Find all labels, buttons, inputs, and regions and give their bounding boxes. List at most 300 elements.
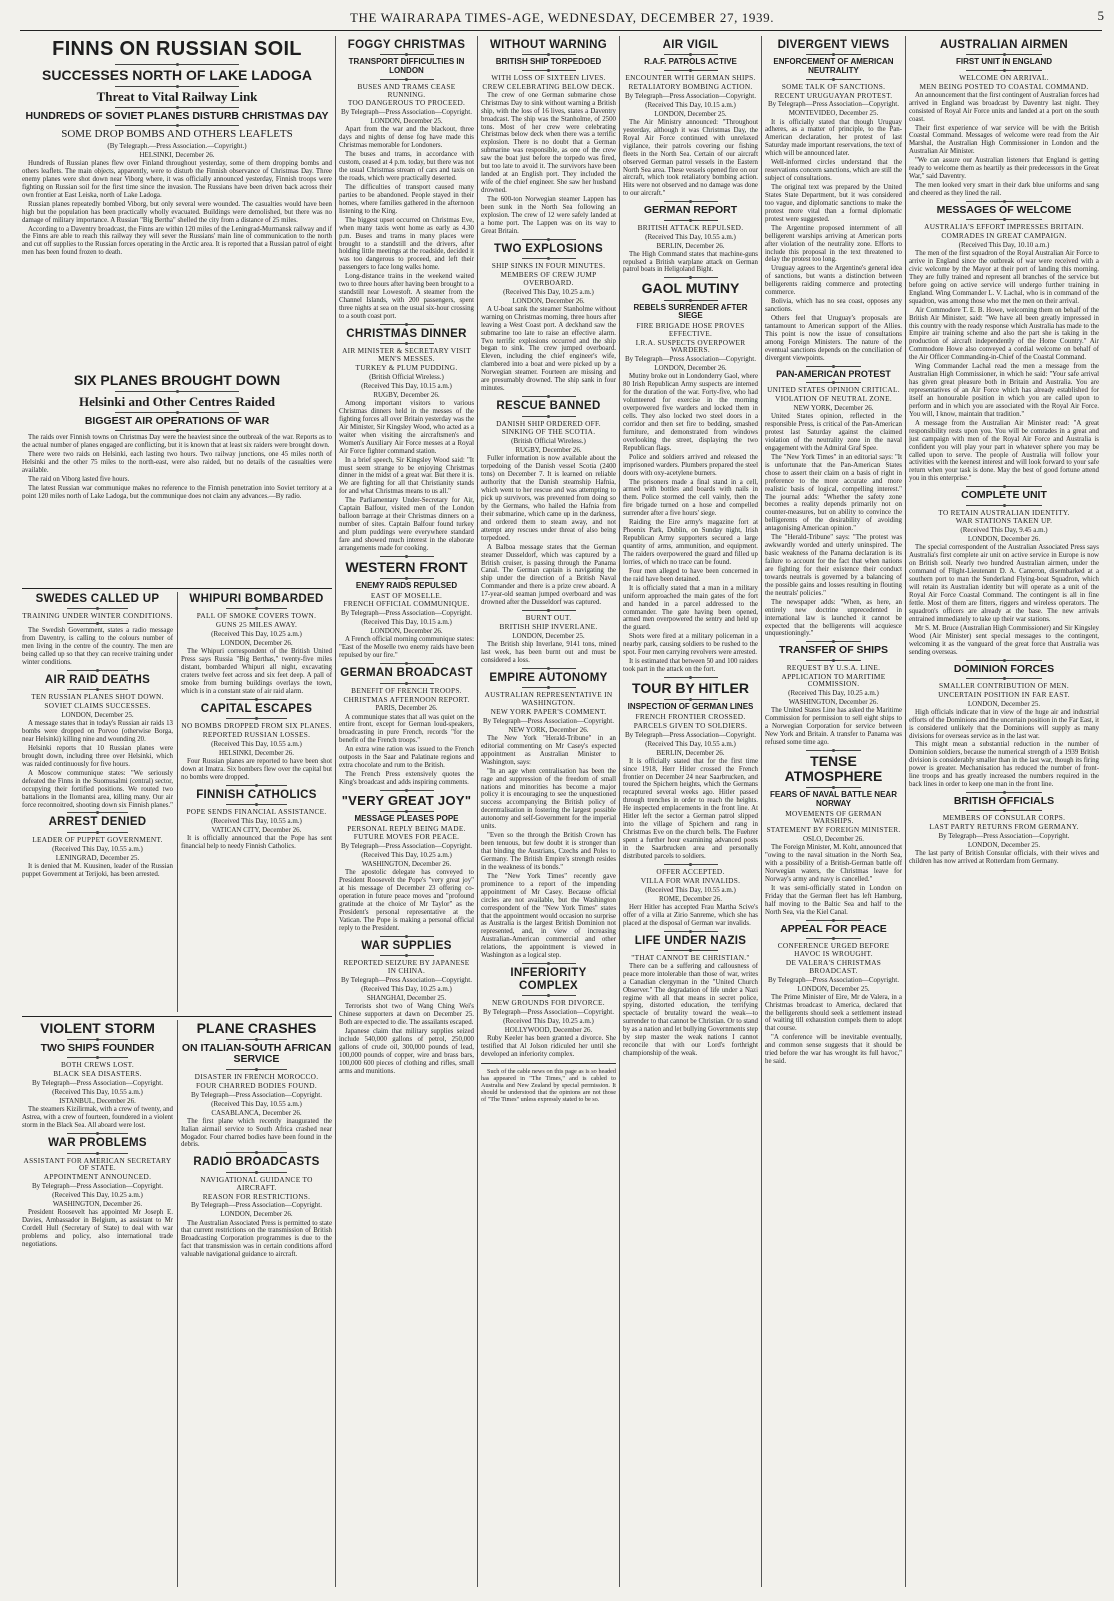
dateline: LONDON, December 26. (220, 639, 293, 648)
paragraph: It is officially stated that for the first time since 1918, Herr Hitler crossed the French frontier on December 24 near Saarbrucken, and toured the Spichern heights, which the Germans recaptured several weeks ago. Hitler passed through trenches in order to reach the heights. He inspected emplacements in the front line. At Hitler left the sector a German patrol slipped into the village of Spichern and rang in Christmas Eve on the church bells. The Fuehrer spent a further hour examining advanced posts in the Saarbrucken area and personally distributed parcels to soldiers. (623, 757, 758, 860)
received-line: (Received This Day, 9.45 a.m.) (960, 526, 1048, 535)
subheadline: SOME TALK OF SANCTIONS. (781, 81, 886, 91)
divider (664, 277, 718, 278)
subheadline: GUNS 25 MILES AWAY. (215, 620, 298, 630)
headline: TRANSFER OF SHIPS (778, 644, 889, 657)
subheadline: TWO SHIPS FOUNDER (40, 1042, 155, 1055)
paragraph: United States opinion, reflected in the responsible Press, is critical of the Pan-American protest last Saturday against the claimed violation of the neutrality zone in the naval engagement with the Admiral Graf Spee. (765, 413, 902, 452)
credit-line: By Telegraph—Press Association—Copyright. (340, 108, 472, 117)
subheadline: SINKING OF THE SCOTIA. (501, 427, 596, 437)
dateline: LONDON, December 25. (512, 631, 585, 640)
headline: "VERY GREAT JOY" (341, 792, 472, 808)
divider (67, 670, 127, 671)
subheadline: BUSES AND TRAMS CEASE RUNNING. (357, 81, 456, 99)
paragraph: This might mean a substantial reduction in the number of Dominion soldiers, because the numerical strength of a 1939 British division is considerably smaller than in the last war, though its firing power is greater. Mechanisation has reduced the number of front-line troops and has greatly increased the numbers required in the back lines in order to keep one man in the front line. (909, 741, 1099, 789)
divider (664, 201, 718, 202)
subheadline: UNCERTAIN POSITION IN FAR EAST. (938, 689, 1070, 699)
received-line: (Received This Day, 10.55 a.m.) (52, 1088, 143, 1097)
paragraph: It is denied that M. Kuusinen, leader of the Russian puppet Government at Terijoki, has been arrested. (22, 862, 173, 878)
dateline: PARIS, December 26. (375, 704, 438, 713)
headline: DOMINION FORCES (953, 662, 1055, 675)
masthead (20, 6, 1104, 36)
paragraph: According to a Daventry broadcast, the Finns are within 120 miles of the Leningrad-Murmansk railway and if the Finns are able to reach this railway they will sever the Russians' main line of communication to the north and cut off supplies to the Russian forces operating in the Arctic area. It is reported that a Russian patrol of eight men has been found frozen to death. (22, 225, 332, 257)
subheadline: SUCCESSES NORTH OF LAKE LADOGA (42, 66, 312, 83)
subheadline: REBELS SURRENDER AFTER SIEGE (633, 302, 748, 321)
divider (67, 1133, 127, 1134)
subheadline: PARCELS GIVEN TO SOLDIERS. (633, 720, 748, 730)
divider (380, 79, 434, 80)
subheadline: REPORTED SEIZURE BY JAPANESE IN CHINA. (343, 958, 470, 976)
column-4 (623, 38, 758, 1586)
paragraph: The Whipuri correspondent of the British United Press says Russia "Big Berthas," twenty-five miles distant, bombarded Whipuri all night, excavating craters twelve feet across and six feet deep. A pall of smoke from burning buildings overlays the town, which is in a constant state of air raid alarm. (181, 648, 332, 695)
paragraph: Long-distance trains in the weekend waited two to three hours after having been brought to a standstill near Lowestoft. A steamer from the Channel Islands, with 200 passengers, spent three nights at sea on the usual six-hour crossing to a south coast port. (339, 273, 474, 320)
paragraph: The prisoners made a final stand in a cell, armed with bottles and boards with nails in them. Police stormed the cell vainly, then the fire brigade turned on a hose and compelled surrender after a five hours' siege. (623, 478, 758, 518)
credit-line: (British Official Wireless.) (511, 437, 586, 446)
subheadline: FRENCH FRONTIER CROSSED. (635, 711, 746, 721)
subheadline: SOME DROP BOMBS AND OTHERS LEAFLETS (61, 128, 293, 141)
divider (806, 787, 861, 788)
article-finns-on-russian-soil (22, 38, 332, 368)
subheadline: SMALLER CONTRIBUTION OF MEN. (938, 680, 1070, 690)
headline: SIX PLANES BROUGHT DOWN (73, 372, 281, 388)
column-5 (765, 38, 902, 1586)
received-line: (Received This Day, 10.25 a.m.) (788, 689, 879, 698)
paragraph: High officials indicate that in view of the huge air and industrial efforts of the Dominions and the uncertain position in the Far East, it is considered unlikely that the Dominions will supply as many divisions for overseas service as in the last war. (909, 708, 1099, 740)
paragraph: Police and soldiers arrived and released the imprisoned warders. Plumbers prepared the steel doors with oxy-acetylene burners. (623, 453, 758, 477)
dateline: LENINGRAD, December 25. (55, 853, 140, 862)
dateline: BERLIN, December 26. (656, 241, 725, 250)
divider (522, 416, 576, 417)
paragraph: Well-informed circles understand that the reservations concern sanctions, which are still the subject of consultations. (765, 159, 902, 183)
column-divider (477, 36, 478, 1587)
headline: FOGGY CHRISTMAS (347, 39, 466, 51)
paragraph: The first plane which recently inaugurated the Italian airmail service to South Africa crashed near Mogador. Four charred bodies have been found in the debris. (181, 1117, 332, 1149)
subheadline: NO BOMBS DROPPED FROM SIX PLANES. (181, 721, 332, 731)
divider (966, 201, 1042, 202)
divider (664, 931, 718, 932)
headline: GAOL MUTINY (641, 280, 740, 297)
headline: WESTERN FRONT (345, 558, 468, 575)
divider (380, 556, 434, 557)
credit-line: By Telegraph—Press Association—Copyright. (340, 842, 472, 851)
divider (522, 396, 576, 397)
subheadline: AUSTRALIA'S EFFORT IMPRESSES BRITAIN. (924, 222, 1084, 232)
paragraph: The men looked very smart in their dark blue uniforms and sang and cheered as they lined the rail. (909, 182, 1099, 198)
headline: WAR SUPPLIES (361, 939, 452, 952)
subheadline: SHIP SINKS IN FOUR MINUTES. (491, 261, 606, 271)
paragraph: A U-boat sank the steamer Stanholme without warning on Christmas morning, three hours after leaving a West Coast port. A deckhand saw the submarine too late to raise an effective alarm. Two terrific explosions occurred and the ship began to sink. The crew jumped overboard. Eleven, including the chief engineer's wife, clambered into a boat and were picked up by a Norwegian steamer. Fourteen are missing and are presumably drowned. The ship sank in four minutes. (481, 305, 616, 393)
subheadline: NAVIGATIONAL GUIDANCE TO AIRCRAFT. (200, 1174, 313, 1192)
divider (806, 920, 861, 921)
credit-line: By Telegraph—Press Association—Copyright. (482, 716, 614, 725)
paragraph: Four Russian planes are reported to have been shot down at Imatra. Six bombers flew over the capital but no bombs were dropped. (181, 758, 332, 781)
subheadline: PERSONAL REPLY BEING MADE. (347, 823, 466, 833)
headline: CHRISTMAS DINNER (346, 327, 467, 340)
article-swedes-called-up (22, 592, 173, 1012)
credit-line: By Telegraph—Press Association—Copyright. (190, 1201, 322, 1210)
paragraph: The Foreign Minister, M. Koht, announced that "owing to the naval situation in the North Sea, with a possibility of a British-German battle off Norwegian waters, the Christmas leave for Norway's army and navy is cancelled." (765, 844, 902, 884)
subheadline: MEN BEING POSTED TO COASTAL COMMAND. (919, 81, 1089, 91)
divider (481, 1063, 616, 1064)
divider (380, 790, 434, 791)
subheadline: TURKEY & PLUM PUDDING. (355, 363, 458, 373)
divider (966, 486, 1042, 487)
subheadline: MESSAGE PLEASES POPE (354, 813, 459, 823)
headline: DIVERGENT VIEWS (777, 39, 890, 51)
divider (664, 54, 718, 55)
subheadline: STATEMENT BY FOREIGN MINISTER. (766, 825, 901, 835)
paragraph: Apart from the war and the blackout, three days and nights of dense fog have made this Christmas memorable for Londoners. (339, 126, 474, 150)
subheadline: INSPECTION OF GERMAN LINES (627, 702, 754, 712)
credit-line: By Telegraph—Press Association—Copyright. (938, 832, 1070, 841)
divider (67, 1153, 127, 1154)
dateline: SHANGHAI, December 25. (366, 994, 447, 1003)
headline: FINNISH CATHOLICS (196, 788, 317, 801)
paragraph: It is officially stated that though Uruguay adheres, as a matter of principle, to the Pan-American declaration, her protest of last Saturday made important reservations, the text of which will be announced later. (765, 118, 902, 158)
divider (226, 718, 286, 719)
received-line: (Received This Day, 10.25 a.m.) (361, 851, 452, 860)
paragraph: The newspaper adds: "When, as here, an entirely new doctrine unprecedented in international law is launched it cannot be expected that the belligerents will acquiesce unquestioningly." (765, 598, 902, 638)
paragraph: Fuller information is now available about the torpedoing of the Danish vessel Scotia (2400 tons) on December 7. It is learned on reliable authority that the Danish steamship Hafnia, which went to her rescue and was attempting to pick up survivors, was prevented from doing so by the Germans, who hailed the Hafnia from their submarine, which came up in the darkness, and ordered them to steam away, and not attempt any rescues under threat of also being torpedoed. (481, 455, 616, 542)
headline: ARREST DENIED (48, 816, 147, 829)
divider (115, 412, 239, 413)
headline: PLANE CRASHES (196, 1020, 317, 1036)
divider (664, 300, 718, 301)
divider (522, 610, 576, 611)
subheadline: I.R.A. SUSPECTS OVERPOWER WARDERS. (635, 337, 746, 355)
subheadline: ENEMY RAIDS REPULSED (355, 580, 458, 590)
received-line: (Received This Day, 10.55 a.m.) (211, 817, 302, 826)
subheadline: FRENCH OFFICIAL COMMUNIQUE. (343, 599, 470, 609)
subheadline: ENFORCEMENT OF AMERICAN NEUTRALITY (773, 57, 894, 76)
paragraph: The Parliamentary Under-Secretary for Air, Captain Balfour, visited men of the London balloon barrage at their Christmas dinners on a number of sites. Captain Balfour found turkey and plum puddings were everywhere standard fare and showed much interest in the elaborate arrangements made for cooking. (339, 497, 474, 552)
headline: AIR RAID DEATHS (44, 673, 151, 686)
article-six-planes (22, 372, 332, 586)
paragraph: A message states that in today's Russian air raids 13 bombs were dropped on Porvoo (otherwise Borga, near Helsinki) killing nine and wounding 20. (22, 720, 173, 744)
divider (522, 687, 576, 688)
paragraph: The Australian Associated Press is permitted to state that current restrictions on the transmission of British Broadcasting Corporation programmes is due to the fact that transmission was in certain conditions afford valuable navigational guidance to aircraft. (181, 1219, 332, 1259)
subheadline: FOUR CHARRED BODIES FOUND. (196, 1080, 317, 1090)
divider (966, 219, 1042, 220)
subheadline: BIGGEST AIR OPERATIONS OF WAR (84, 415, 270, 428)
paragraph: It was semi-officially stated in London on Friday that the German fleet has left Hamburg, half moving to the Baltic Sea and half to the North Sea, via the Kiel Canal. (765, 884, 902, 916)
paragraph: The United States Line has asked the Maritime Commission for permission to sell eight ships to a Norwegian Corporation for service between New York and Britain. A transfer to Panama was refused some time ago. (765, 707, 902, 747)
headline: WHIPURI BOMBARDED (189, 593, 324, 605)
credit-line: (British Official Wireless.) (369, 372, 444, 381)
received-line: (Received This Day, 10.55 a.m.) (645, 739, 736, 748)
divider (664, 220, 718, 221)
paragraph: Others feel that Uruguay's proposals are tantamount to American support of the Allies. This point is now the issue of consultations among Foreign Ministers. The nature of the eventual sanctions depends on the conciliation of divergent viewpoints. (765, 315, 902, 362)
subheadline: Threat to Vital Railway Link (96, 88, 258, 104)
received-line: (Received This Day, 10.55 a.m.) (211, 740, 302, 749)
divider (380, 811, 434, 812)
dateline: RUGBY, December 26. (373, 391, 440, 399)
page-number: 5 (1097, 8, 1104, 23)
subheadline: FIRE BRIGADE HOSE PROVES EFFECTIVE. (636, 320, 745, 338)
divider (966, 678, 1042, 679)
subheadline: R.A.F. PATROLS ACTIVE (644, 57, 737, 67)
divider (67, 623, 127, 624)
divider (664, 864, 718, 865)
dateline: CASABLANCA, December 26. (211, 1108, 302, 1117)
divider (522, 668, 576, 669)
paragraph: Wing Commander Lachal read the men a message from the Australian High Commissioner, in which he said: "Your safe arrival has given great pleasure both in Britain and Australia. You are representatives of an Air Force which has already established for itself an honourable position in which you are called upon to perform and in which you are associated with the Royal Air Force. You will, I know, maintain that tradition." (909, 363, 1099, 418)
headline: PAN-AMERICAN PROTEST (776, 368, 891, 379)
subheadline: FUTURE MOVES FOR PEACE. (353, 832, 460, 842)
paragraph: "In an age when centralisation has been the rage and suppression of the freedom of small nations and minorities has become a major policy it is encouraging to see the unquestioned success accompanying the British policy of decentralisation in fostering the largest possible autonomy and self-Government for the imperial units. (481, 767, 616, 831)
paragraph: A Balboa message states that the German steamer Dusseldorf, which was captured by a British cruiser, is passing through the Panama Canal. The German captain is navigating the ship under the direction of a British Naval Commander and there is a prize crew aboard. A 17-year-old seaman jumped overboard and was drowned after the Dusseldorf was captured. (481, 543, 616, 607)
subheadline: ENCOUNTER WITH GERMAN SHIPS. (625, 73, 756, 83)
subheadline: NEW GROUNDS FOR DIVORCE. (492, 997, 605, 1007)
paragraph: The apostolic delegate has conveyed to President Roosevelt the Pope's "very great joy" at his message of December 23 offering co-operation in future peace moves and "profound gratitude at the choice of Mr Taylor" as the President's personal representative at the Vatican. The Pope is making a personal official reply to the President. (339, 869, 474, 933)
divider (522, 70, 576, 71)
paragraph: The men of the first squadron of the Royal Australian Air Force to arrive in England since the outbreak of war were received with a civic welcome by the Mayor at their port of landing this morning. They are fully trained and represent all branches of the service but before going on active service will undergo further training in England. Wing Commander L. V. Lachal, who is in command of the squadron, was among those who met the men on their arrival. (909, 250, 1099, 305)
column-divider (177, 1020, 178, 1587)
subheadline: CHRISTMAS AFTERNOON REPORT. (343, 694, 470, 704)
paragraph: The "New York Times" in an editorial says: "It is unfortunate that the Pan-American States chose to assert their claim on a basis of right in preference to the more accurate and more realistic basis of logical, compelling interest." The journal adds: "Whether the safety zone becomes a reality depends primarily not on counter-measures, but on ability to convince the belligerents of the desirability of avoiding antagonising American opinion." (765, 453, 902, 533)
divider (226, 699, 286, 700)
headline: WITHOUT WARNING (490, 39, 607, 51)
paragraph: "A conference will be inevitable eventually, and common sense suggests that it should be tried before the war has wrought its full havoc," he said. (765, 1034, 902, 1066)
subheadline: WITH LOSS OF SIXTEEN LIVES. (491, 73, 606, 83)
paragraph: Mr S. M. Bruce (Australian High Commissioner) and Sir Kingsley Wood (Air Minister) sent special messages to the contingent, welcoming it as the vanguard of the great force that Australia was sending overseas. (909, 624, 1099, 656)
subheadline: BRITISH SHIP TORPEDOED (495, 57, 602, 67)
divider (664, 70, 718, 71)
headline: APPEAL FOR PEACE (780, 922, 887, 935)
headline: CAPITAL ESCAPES (200, 702, 313, 715)
subheadline: MEMBERS OF CONSULAR CORPS. (942, 813, 1066, 823)
received-line: (Received This Day, 10.55 a.m.) (211, 1099, 302, 1108)
divider (522, 963, 576, 964)
divider (380, 324, 434, 325)
subheadline: RECENT URUGUAYAN PROTEST. (774, 90, 893, 100)
article-violent-storm (22, 1020, 173, 1586)
column-divider (335, 36, 336, 1587)
dateline: LONDON, December 26. (512, 296, 585, 305)
headline: BRITISH OFFICIALS (953, 795, 1055, 808)
column-2 (339, 38, 474, 1586)
dateline: LONDON, December 25. (967, 841, 1041, 850)
paragraph: Russian planes repeatedly bombed Viborg, but only several were wounded. The casualties would have been high but the population has been practically wholly evacuated. Buildings were demolished, but there was no damage of military importance. A Russian "Big Bertha" shelled the city from a distance of 25 miles. (22, 200, 332, 224)
received-line: (Received This Day, 10.15 a.m.) (645, 100, 736, 109)
divider (67, 832, 127, 833)
paragraph: The crew of one German submarine chose Christmas Day to sink without warning a British ship, with the loss of 16 lives, states a Daventry broadcast. The ship was the Stanholme, of 2500 tons. Most of her crew were celebrating Christmas below deck when there was a terrific explosion. There is no doubt that a German submarine was responsible, as one of the crew saw the boat just before the torpedo was fired, but too late to avoid it. The survivors have been landed at an English port. They included the wife of the chief engineer. She saw her husband drowned. (481, 91, 616, 195)
section-rule (22, 1016, 332, 1017)
subheadline: BENEFIT OF FRENCH TROOPS. (351, 685, 462, 695)
subheadline: COMRADES IN GREAT CAMPAIGN. (941, 231, 1067, 241)
footnote: Such of the cable news on this page as is so headed has appeared in "The Times," and is cabled to Australia and New Zealand by special permission. It should be understood that the opinions are not those of "The Times" unless expressly stated to be so. (481, 1067, 616, 1104)
paragraph: An extra wine ration was issued to the French outposts in the Saar and Palatinate regions and extra chocolate and rum to the British. (339, 746, 474, 770)
subheadline: PALL OF SMOKE COVERS TOWN. (196, 611, 317, 621)
divider (226, 1152, 286, 1153)
divider (966, 810, 1042, 811)
paragraph: A communique states that all was quiet on the entire front, except for German loud-speakers, broadcasting in pure French, records "for the benefit of the French troops." (339, 713, 474, 745)
divider (115, 107, 239, 108)
credit-line: By Telegraph—Press Association—Copyright. (190, 1090, 322, 1099)
credit-line: By Telegraph—Press Association—Copyright. (340, 609, 472, 618)
column-3 (481, 38, 616, 1586)
divider (664, 699, 718, 700)
paragraph: The biggest upset occurred on Christmas Eve, when many taxis went home as early as 4.30 p.m. Buses and trams in many places were brought to a standstill and the drivers, after holding little meetings at the roadside, decided it was too dangerous to proceed, and left their passengers to face long walks home. (339, 216, 474, 272)
paragraph: Raiding the Eire army's magazine fort at Phoenix Park, Dublin, on Sunday night, Irish Republican Army supporters secured a large quantity of arms, ammunition, and equipment. The raiders overpowered the guard and filled up lorries, of which no trace can be found. (623, 519, 758, 566)
dateline: LONDON, December 25. (370, 117, 443, 126)
divider (226, 1069, 286, 1070)
divider (226, 804, 286, 805)
divider (380, 955, 434, 956)
divider (115, 430, 239, 431)
column-divider (177, 592, 178, 1012)
divider (226, 1172, 286, 1173)
credit-line: By Telegraph—Press Association—Copyright. (31, 1079, 163, 1088)
credit-line: (By Telegraph.—Press Association.—Copyright.) (107, 141, 247, 150)
divider (115, 64, 239, 65)
headline: TENSE ATMOSPHERE (784, 753, 883, 785)
headline: MESSAGES OF WELCOME (936, 203, 1072, 216)
paragraph: Japanese claim that military supplies seized include 540,000 gallons of petrol, 250,000 gallons of crude oil, 300,000 pounds of lead, 100,000 pounds of copper, wire and brass bars, 100,000 600 pieces of clothing and rifles, small arms and munitions. (339, 1028, 474, 1075)
subheadline: AIR MINISTER & SECRETARY VISIT MEN'S MESSES. (342, 346, 471, 364)
dateline: HOLLYWOOD, December 26. (504, 1025, 593, 1034)
divider (115, 391, 239, 392)
paragraph: The Air Ministry announced: "Throughout yesterday, although it was Christmas Day, the Royal Air Force continued with unrelaxed vigilance, their patrols covering our fishing fleets in the North Sea. Certain of our aircraft observed German patrol vessels in the Eastern North Sea area. These vessels opened fire on our aircraft, which took retaliatory bombing action. Hits were not observed and no damage was done to our aircraft." (623, 118, 758, 198)
paragraph: It is officially stated that a man in a military uniform approached the main gates of the fort and handed in a parcel addressed to the commander. The gate having been opened, armed men overpowered the sentry and held up the guard. (623, 584, 758, 632)
subheadline: CREW CELEBRATING BELOW DECK. (482, 81, 615, 91)
dateline: LONDON, December 26. (654, 364, 727, 373)
dateline: LONDON, December 26. (220, 1210, 293, 1219)
paragraph: Herr Hitler has accepted Frau Martha Scive's offer of a villa at Zirio Sanreme, which she has placed at the disposal of German war invalids. (623, 903, 758, 927)
headline: FINNS ON RUSSIAN SOIL (52, 38, 302, 60)
subheadline: ASSISTANT FOR AMERICAN SECRETARY OF STATE. (23, 1155, 172, 1173)
dateline: ISTANBUL, December 26. (59, 1097, 136, 1106)
divider (67, 812, 127, 813)
received-line: (Received This Day, 10.10 a.m.) (958, 241, 1050, 250)
paragraph: The difficulties of transport caused many parties to be abandoned. People stayed in their homes, where families gathered in the afternoon listening to the King. (339, 183, 474, 215)
paragraph: It is officially announced that the Pope has sent financial help to needy Finnish Catholics. (181, 835, 332, 851)
paragraph: The raids over Finnish towns on Christmas Day were the heaviest since the outbreak of the war. Reports as to the actual number of planes engaged are conflicting, but it is known that at least six raiders were brought down. (22, 434, 332, 450)
paragraph: Uruguay agrees to the Argentine's general idea of sanctions, but wants a distinction between belligerents raiding commerce and protecting commerce. (765, 265, 902, 297)
received-line: (Received This Day, 10.55 a.m.) (52, 844, 143, 853)
divider (806, 641, 861, 642)
divider (522, 258, 576, 259)
divider (966, 505, 1042, 506)
paragraph: A message from the Australian Air Minister read: "A great responsibility rests upon you. You will be comrades in a great and just campaign with men of the Royal Air Force and Australia is confident you will play your part in whatever sphere you may be called upon to serve. The people of Australia will follow your activities with the keenest interest and will look forward to your safe return when your task is done. May the best of good fortune attend you in this enterprise." (909, 419, 1099, 483)
paragraph: Among important visitors to various Christmas dinners held in the messes of the fighting forces all over Britain yesterday was the Air Minister, Sir Kingsley Wood, who acted as a waiter when visiting the aircraftsmen's and Women's Auxiliary Air Force messes at a Royal Air Force fighter command station. (339, 400, 474, 455)
paragraph: Four men alleged to have been concerned in the raid have been detained. (623, 567, 758, 583)
headline: GERMAN REPORT (643, 204, 738, 217)
dateline: BERLIN, December 26. (656, 748, 725, 757)
masthead-rule (20, 30, 1102, 31)
paragraph: "Even so the through the British Crown has been tenuous, but few doubt it is stronger than that binding the Austrians, Czechs and Poles to Germany. The British Empire's strength resides in the weakness of its bonds." (481, 832, 616, 871)
dateline: HELSINKI, December 26. (218, 749, 295, 758)
paragraph: The buses and trams, in accordance with custom, ceased at 4 p.m. today, but there was not the usual Christmas stream of cars and taxis on the roads, which were practically deserted. (339, 151, 474, 182)
subheadline: DE VALERA'S CHRISTMAS BROADCAST. (785, 957, 882, 975)
paragraph: Hundreds of Russian planes flew over Finland throughout yesterday, some of them dropping bombs and others leaflets. The main objects, apparently, were to disturb the Finnish observance of Christmas Day. Three enemy planes were shot down near Viborg where, it was officially announced yesterday, Finnish troops were fighting on Russian soil for the first time since the invasion. The Russians have been driven back across their own frontier at East Leiska, north of Lake Ladoga. (22, 160, 332, 199)
credit-line: By Telegraph—Press Association—Copyright. (624, 355, 756, 364)
paragraph: The latest Russian war communique makes no reference to the Finnish penetration into Soviet territory at a point 120 miles north of Lake Ladoga, but the communique does not claim any advances.—By radio. (22, 485, 332, 501)
dateline: NEW YORK, December 26. (793, 404, 874, 413)
headline: INFERIORITY COMPLEX (510, 967, 587, 992)
headline: SWEDES CALLED UP (35, 593, 160, 605)
paragraph: The Swedish Government, states a radio message from Daventry, is calling to the colours number of men living in the centre of the country. The men are being called up so that they can receive training under winter conditions. (22, 627, 173, 667)
subheadline: MEMBERS OF CREW JUMP OVERBOARD. (500, 269, 597, 287)
headline: RADIO BROADCASTS (193, 1156, 320, 1169)
divider (806, 366, 861, 367)
divider (380, 936, 434, 937)
paragraph: Bolivia, which has no sea coast, opposes any sanctions. (765, 298, 902, 314)
divider (966, 70, 1042, 71)
subheadline: BRITISH SHIP INVERLANE. (499, 622, 598, 632)
subheadline: BLACK SEA DISASTERS. (53, 1069, 142, 1079)
divider (806, 660, 861, 661)
received-line: (Received This Day, 10.25 a.m.) (361, 985, 452, 994)
headline: AUSTRALIAN AIRMEN (940, 39, 1068, 51)
subheadline: MOVEMENTS OF GERMAN WARSHIPS. (785, 808, 882, 826)
received-line: (Received This Day, 10.25 a.m.) (211, 630, 302, 639)
dateline: OSLO, December 26. (802, 835, 865, 844)
subheadline: VIOLATION OF NEUTRAL ZONE. (775, 394, 892, 404)
subheadline: BRITISH ATTACK REPULSED. (637, 222, 744, 232)
subheadline: WAR STATIONS TAKEN UP. (955, 516, 1053, 526)
column-6 (909, 38, 1099, 1586)
paragraph: President Roosevelt has appointed Mr Joseph E. Davies, Ambassador in Belgium, as assistant to Mr Cordell Hull (Secretary of State) to deal with war problems and policy, also international trade negotiations. (22, 1209, 173, 1249)
divider (67, 1039, 127, 1040)
divider (806, 750, 861, 751)
paragraph: An announcement that the first contingent of Australian forces had arrived in England was broadcast by Daventry last night. They consisted of Royal Air Force units and landed at a port on the south coast. (909, 91, 1099, 123)
divider (806, 79, 861, 80)
divider (664, 677, 718, 678)
divider (522, 995, 576, 996)
divider (67, 689, 127, 690)
subheadline: ON ITALIAN-SOUTH AFRICAN SERVICE (181, 1042, 332, 1066)
paragraph: A Moscow communique states: "We seriously defeated the Finns in the Suomusalmi (central) sector, occupying their fortified positions. We routed two battalions in the Ilomantsi area, killing many. Our air force reconnoitred, shooting down six Finnish planes." (22, 769, 173, 809)
paragraph: The British ship Inverlane, 9141 tons, mined last week, has been burnt out and must be considered a loss. (481, 640, 616, 664)
paragraph: There were two raids on Helsinki, each lasting two hours. Two railway junctions, one 45 miles north of Helsinki and the other 75 miles to the north-east, were also raided, but no details of the casualties were available. (22, 451, 332, 475)
subheadline: REPORTED RUSSIAN LOSSES. (202, 730, 311, 740)
divider (806, 54, 861, 55)
paragraph: Air Commodore T. E. B. Howe, welcoming them on behalf of the British Air Minister, said: "We have all been greatly impressed in this country with the ready response which Australia has made to the Empire air training scheme and also the part she is taking in the production of aircraft independently of the Home Country." Air Commodore Howe also conveyed a cordial welcome on behalf of the Air Officer Commanding-in-Chief of the Coastal Command. (909, 306, 1099, 362)
article-whipuri-bombarded (181, 592, 332, 1012)
column-divider (619, 36, 620, 1587)
credit-line: By Telegraph—Press Association—Copyright. (767, 975, 899, 984)
divider (522, 54, 576, 55)
credit-line: By Telegraph—Press Association—Copyright. (624, 91, 756, 100)
divider (806, 382, 861, 383)
paragraph: The Argentine proposed internment of all belligerent warships arriving at American ports after violation of the neutrality zone. Efforts to include this proposal in the text threatened to delay the protest too long. (765, 224, 902, 264)
subheadline: APPOINTMENT ANNOUNCED. (43, 1172, 152, 1182)
subheadline: OFFER ACCEPTED. (656, 866, 725, 876)
headline: COMPLETE UNIT (961, 489, 1047, 502)
column-divider (761, 36, 762, 1587)
dateline: ROME, December 26. (659, 894, 722, 903)
credit-line: By Telegraph—Press Association—Copyright. (482, 1007, 614, 1016)
dateline: NEW YORK, December 26. (508, 725, 589, 734)
subheadline: Helsinki and Other Centres Raided (79, 394, 275, 410)
paragraph: The French Press extensively quotes the King's broadcast and adds inspiring comments. (339, 771, 474, 786)
headline: RESCUE BANNED (496, 400, 601, 413)
subheadline: LAST PARTY RETURNS FROM GERMANY. (929, 822, 1079, 832)
dateline: HELSINKI, December 26. (139, 150, 215, 159)
subheadline: WELCOME ON ARRIVAL. (959, 73, 1049, 83)
subheadline: BURNT OUT. (525, 613, 572, 623)
divider (380, 578, 434, 579)
dateline: LONDON, December 25. (654, 109, 727, 118)
divider (380, 343, 434, 344)
divider (115, 86, 239, 87)
paragraph: Mutiny broke out in Londonderry Gaol, where 80 Irish Republican Army suspects are interned for the duration of the war. Forty-five, who had volunteered for exercise in the morning overpowered five warders and locked them in cells. They also locked two steel doors in a corridor and then set fire to bedding, smashed furniture, and demonstrated from windows overlooking the street, displaying the two Republican flags. (623, 373, 758, 452)
dateline: RUGBY, December 26. (515, 446, 582, 455)
subheadline: BOTH CREWS LOST. (61, 1060, 134, 1070)
column-divider (905, 36, 906, 1587)
paragraph: "We can assure our Australian listeners that England is getting ready to welcome them as heartily as their predecessors in the Great War," said Daventry. (909, 157, 1099, 181)
